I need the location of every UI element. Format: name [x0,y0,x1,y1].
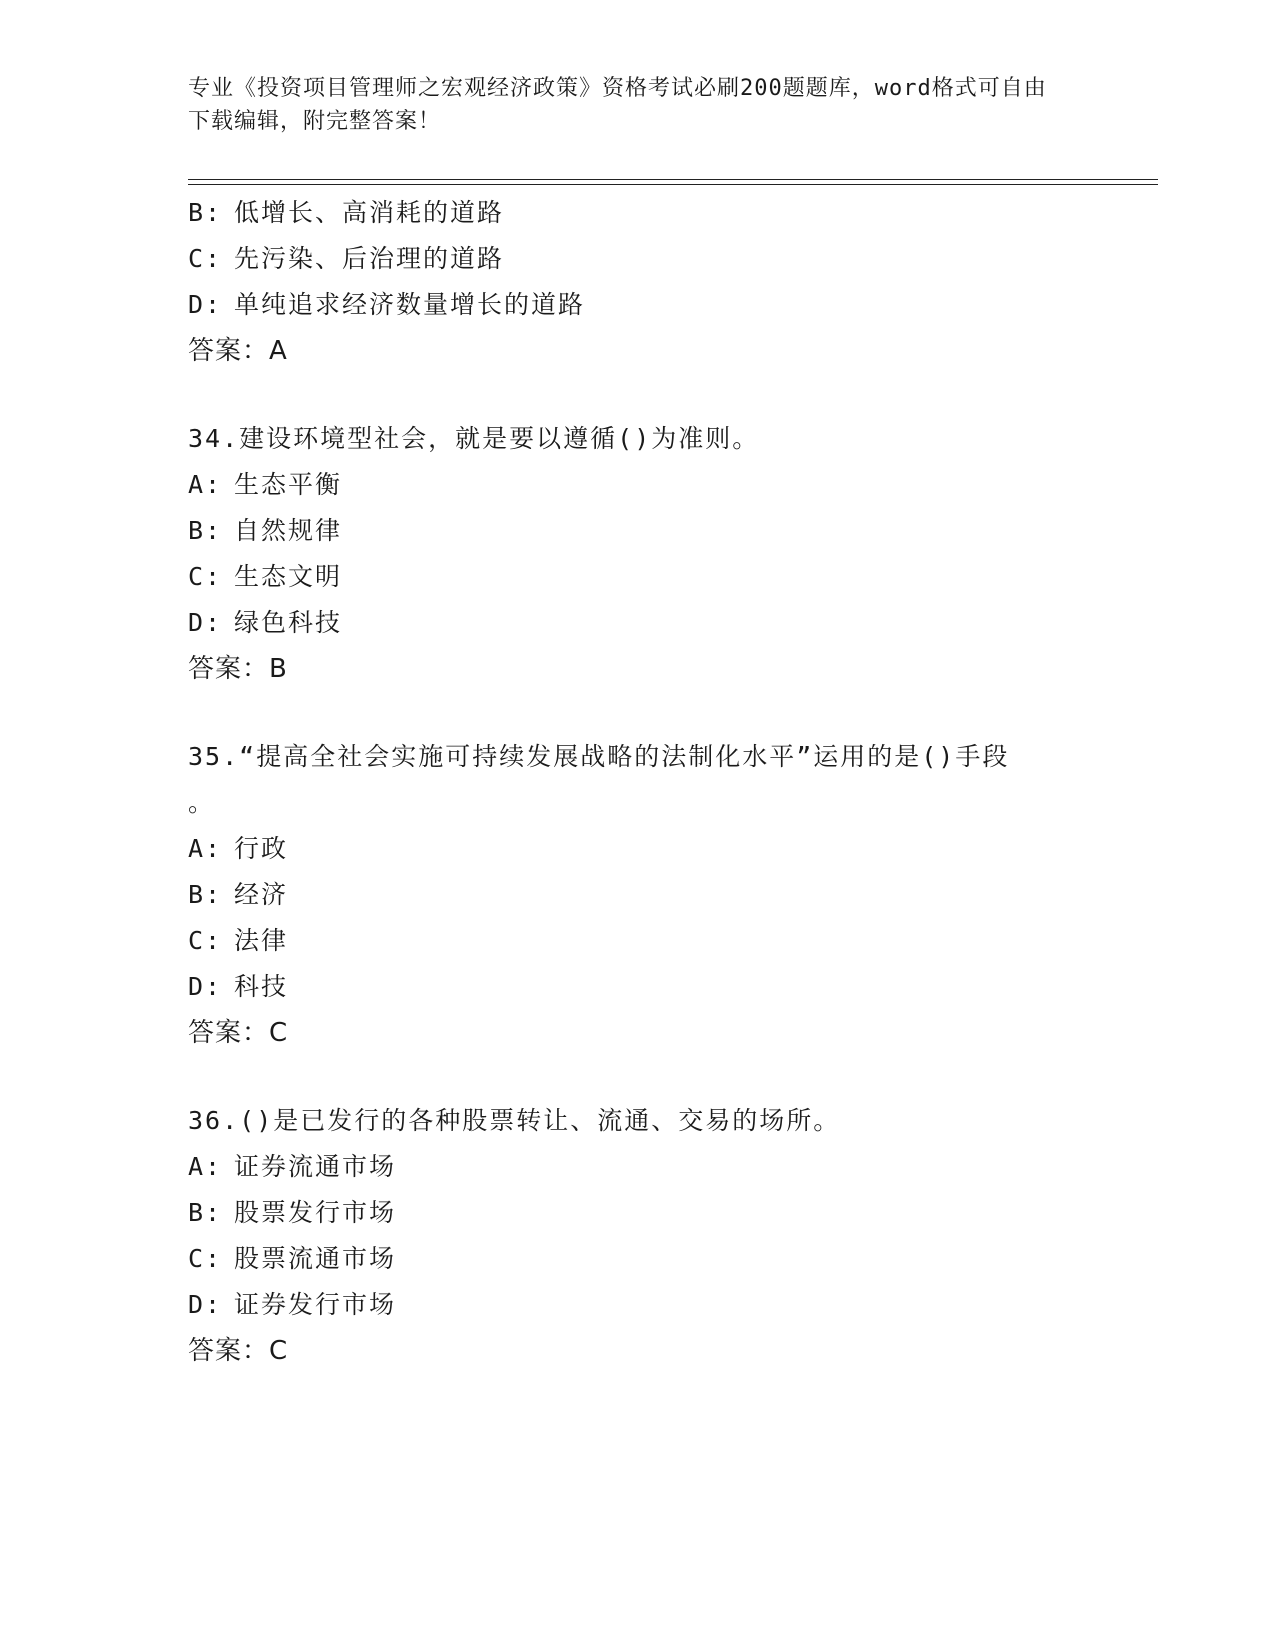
question-block-36 [188,1098,1088,1374]
option-label: B: [188,1198,223,1227]
option-label: D: [188,290,223,319]
option-text: 先污染、后治理的道路 [234,244,505,273]
option-c [188,1236,1088,1282]
option-label: A: [188,834,223,863]
header-divider-bottom [188,184,1158,185]
answer-text: 答案：B [188,654,288,684]
option-label: B: [188,198,223,227]
option-text: 行政 [234,834,289,863]
option-label: D: [188,608,223,637]
option-b [188,872,1088,918]
option-label: B: [188,516,223,545]
option-text: 法律 [234,926,289,955]
option-text: 单纯追求经济数量增长的道路 [234,290,586,319]
option-c [188,236,1088,282]
question-text-line-2: 。 [188,788,216,817]
option-text: 证券流通市场 [234,1152,397,1181]
option-text: 低增长、高消耗的道路 [234,198,505,227]
answer-text: 答案：C [188,1336,289,1366]
option-text: 股票流通市场 [234,1244,397,1273]
option-label: A: [188,470,223,499]
question-text: 36.()是已发行的各种股票转让、流通、交易的场所。 [188,1106,841,1135]
option-b [188,1190,1088,1236]
option-c [188,554,1088,600]
option-label: C: [188,244,223,273]
option-d [188,600,1088,646]
spacer [188,1056,1088,1098]
option-text: 自然规律 [234,516,343,545]
option-text: 经济 [234,880,289,909]
option-label: A: [188,1152,223,1181]
spacer [188,692,1088,734]
option-a [188,1144,1088,1190]
option-text: 生态平衡 [234,470,343,499]
option-label: C: [188,926,223,955]
header-divider-top [188,179,1158,180]
answer-text: 答案：A [188,336,288,366]
question-block-34 [188,416,1088,692]
question-text-line-1: 35.“提高全社会实施可持续发展战略的法制化水平”运用的是()手段 [188,742,1010,771]
option-label: D: [188,972,223,1001]
answer-text: 答案：C [188,1018,289,1048]
option-a [188,462,1088,508]
option-text: 证券发行市场 [234,1290,397,1319]
option-text: 生态文明 [234,562,343,591]
option-d [188,282,1088,328]
option-b [188,508,1088,554]
option-label: D: [188,1290,223,1319]
question-block-35 [188,734,1088,1056]
option-c [188,918,1088,964]
question-list [188,190,1088,1374]
option-text: 绿色科技 [234,608,343,637]
option-label: C: [188,1244,223,1273]
option-d [188,964,1088,1010]
option-text: 股票发行市场 [234,1198,397,1227]
option-text: 科技 [234,972,289,1001]
question-text: 34.建设环境型社会，就是要以遵循()为准则。 [188,424,760,453]
option-a [188,826,1088,872]
option-d [188,1282,1088,1328]
document-header: 专业《投资项目管理师之宏观经济政策》资格考试必刷200题题库，word格式可自由下载编辑，附完整答案！ [188,76,1047,134]
option-label: B: [188,880,223,909]
question-block-33 [188,190,1088,374]
option-b [188,190,1088,236]
option-label: C: [188,562,223,591]
spacer [188,374,1088,416]
